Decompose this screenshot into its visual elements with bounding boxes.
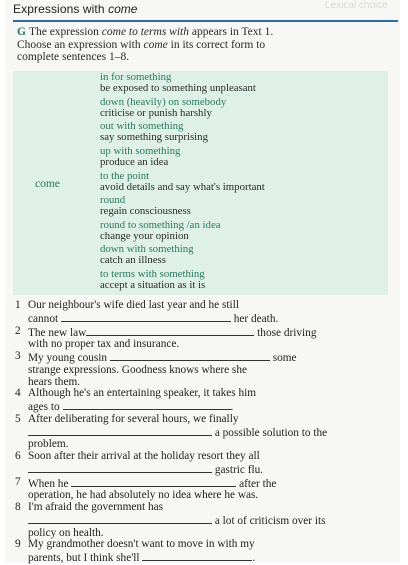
expression-meaning: be exposed to something unpleasant [100,82,256,94]
expression-item [100,195,340,217]
answer-gap[interactable] [110,351,270,361]
sentence-number: 5 [15,412,21,425]
expression-phrase: down (heavily) on somebody [100,96,227,108]
sentence-number: 2 [15,324,21,337]
answer-gap[interactable] [28,514,212,524]
sentence-text: gastric flu. [212,463,264,476]
expression-item [100,269,340,291]
instr-emphasis: come to terms with [101,26,189,38]
panel-keyword: come [35,178,60,190]
sentence-text: strange expressions. Goodness knows where she [28,363,247,376]
answer-gap[interactable] [142,551,252,561]
sentence-text: Although he's an entertaining speaker, it takes him [28,387,257,400]
sentence-text: some [269,352,297,364]
sentence-text: policy on health. [28,526,104,539]
instr-emphasis: come [143,38,168,51]
sentence-text: . [230,401,234,413]
expression-phrase: out with something [100,120,184,132]
answer-gap[interactable] [63,400,231,410]
expression-item [100,121,340,143]
answer-gap[interactable] [28,426,212,436]
sentence-text: . [252,552,256,564]
sentence-text: with no proper tax and insurance. [28,338,180,351]
exercise-instructions [17,26,387,64]
expression-phrase: up with something [100,145,181,157]
sentence-text: Our neighbour's wife died last year and he still [28,299,239,311]
instr-text: complete sentences 1–8. [17,51,130,63]
sentence-text: those driving [254,326,317,339]
sentence-text: a possible solution to the [212,426,328,439]
sentence-text: My grandmother doesn't want to move in with my [28,538,255,551]
sentence-text: her death. [230,312,279,325]
expression-item [100,244,340,266]
instr-text: The expression [28,26,102,38]
answer-gap[interactable] [71,477,236,487]
sentence-item [13,414,393,451]
sentence-text: a lot of criticism over its [212,514,326,527]
sentence-number: 8 [15,501,21,513]
sentence-item [13,539,393,565]
expression-meaning: change your opinion [100,230,189,242]
sentence-text: My young cousin [28,352,110,364]
instr-text: appears in Text 1. [188,26,274,38]
section-title-prefix: Expressions with [13,2,109,16]
sentence-item [13,502,393,539]
sentence-text: parents, but I think she'll [28,552,143,564]
sentence-list [13,300,393,565]
sentence-number: 1 [15,299,21,311]
expression-phrase: in for something [100,71,172,83]
sentence-item [13,326,393,352]
sentence-text: Soon after their arrival at the holiday resort they all [28,450,260,462]
sentence-text: When he [28,477,72,490]
expression-meaning: say something surprising [100,131,208,143]
sentence-text: ages to [28,401,63,413]
sentence-item [13,351,393,388]
sentence-number: 4 [15,387,21,400]
sentence-number: 3 [15,350,21,362]
workbook-page [5,0,400,563]
expression-meaning: regain consciousness [100,205,191,217]
answer-gap[interactable] [86,326,254,336]
section-title-word: come [108,2,138,16]
exercise-letter: G [17,26,26,38]
instr-text: Choose an expression with [17,38,144,51]
expression-phrase: to the point [100,170,150,182]
sentence-text: I'm afraid the government has [28,501,164,513]
expression-phrase: down with something [100,243,194,255]
faded-facing-page-heading: Lexical choice [325,0,388,11]
sentence-text: After deliberating for several hours, we finally [28,412,239,425]
expression-meaning: avoid details and say what's important [100,181,265,193]
expression-item [100,220,340,242]
expression-item [100,97,340,119]
sentence-number: 7 [15,475,21,488]
sentence-item [13,388,393,414]
answer-gap[interactable] [61,312,231,322]
sentence-number: 6 [15,450,21,462]
sentence-text: after the [236,477,277,490]
answer-gap[interactable] [28,463,212,473]
expression-meaning: accept a situation as it is [100,279,206,291]
expression-phrase: round [100,194,126,206]
sentence-text: problem. [28,438,69,451]
instr-text: in its correct form to [167,38,266,51]
sentence-text: hears them. [28,375,81,388]
sentence-item [13,451,393,477]
sentence-text: The new law [28,326,87,339]
sentence-text: operation, he had absolutely no idea where he was. [28,489,259,502]
expression-meaning: criticise or punish harshly [100,107,212,119]
expression-meaning: catch an illness [100,254,166,266]
sentence-text: cannot [28,312,61,325]
expression-item [100,171,340,193]
expression-meaning: produce an idea [100,156,169,168]
expression-item [100,72,340,94]
sentence-number: 9 [15,538,21,551]
expression-item [100,146,340,168]
sentence-item [13,477,393,503]
expression-panel [13,71,388,295]
sentence-item [13,300,393,326]
expression-phrase: round to something /an idea [100,219,221,231]
expression-phrase: to terms with something [100,268,205,280]
